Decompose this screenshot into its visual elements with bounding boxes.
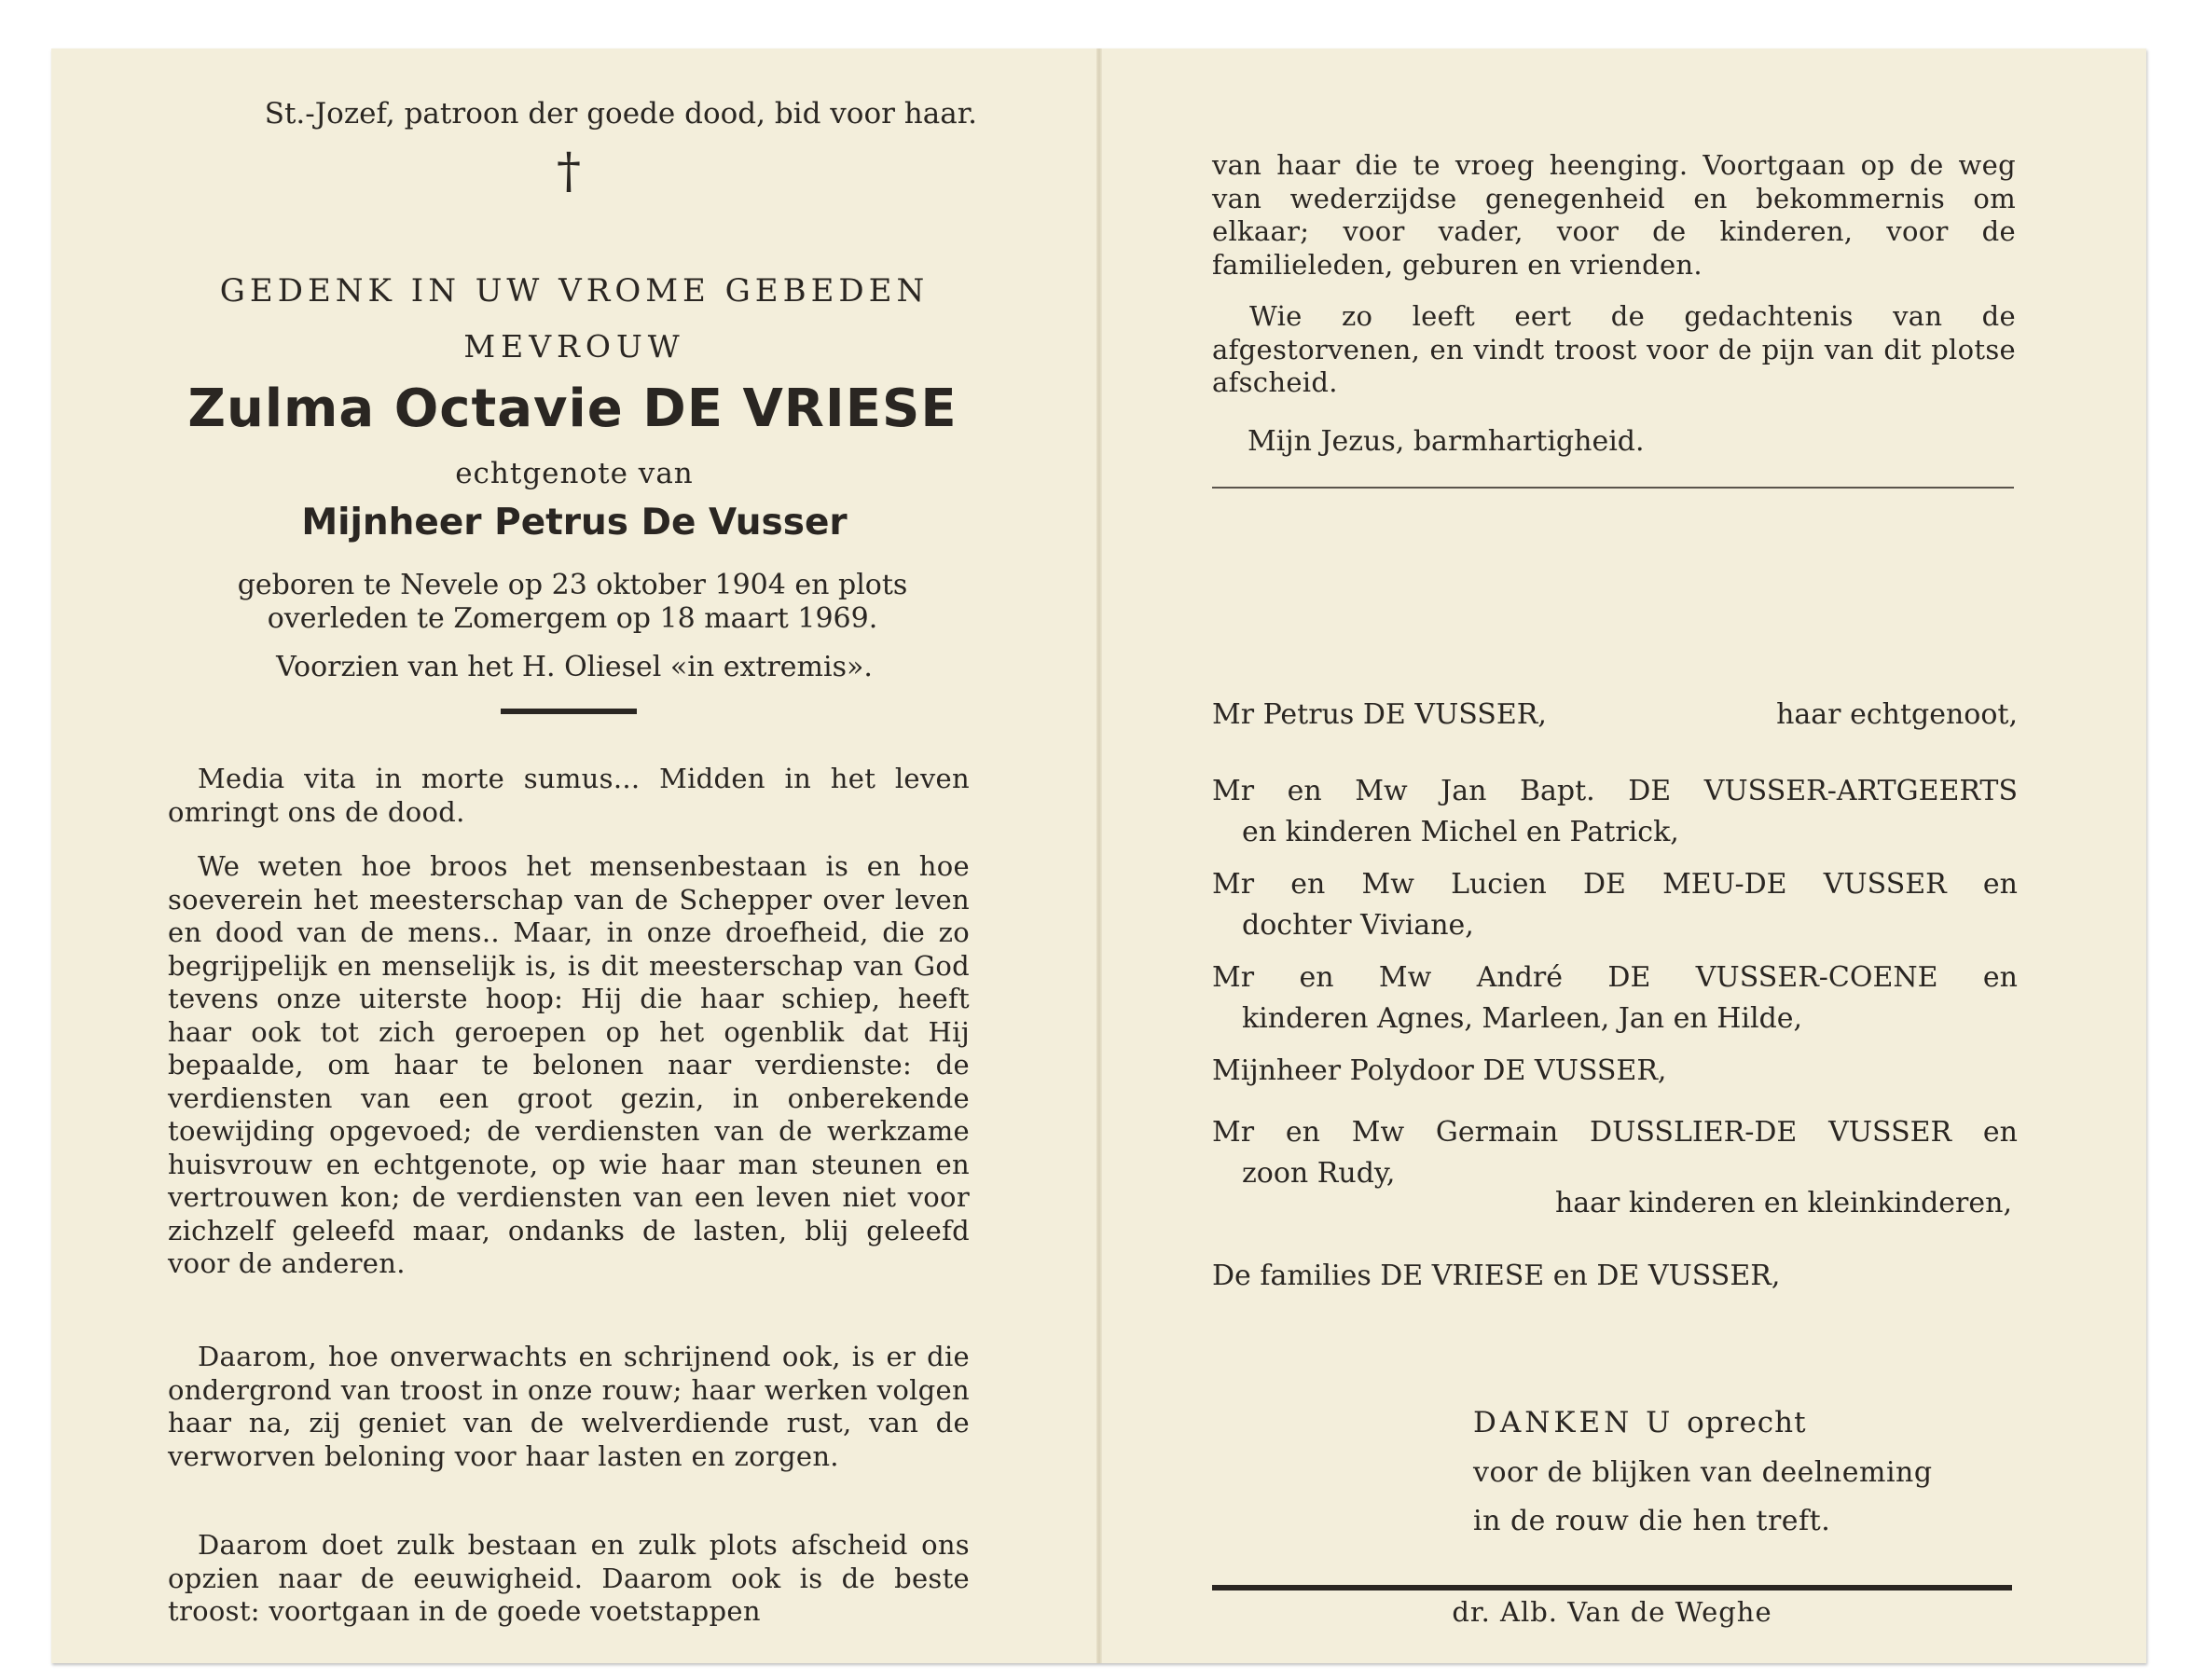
remember-heading: GEDENK IN UW VROME GEBEDEN bbox=[219, 272, 930, 310]
paragraph-text: Daarom doet zulk bestaan en zulk plots afscheid ons opzien naar de eeuwigheid. Daarom ook is de beste troost: voortgaan in de goede voetstappen bbox=[168, 1529, 970, 1627]
family-child4-line1: Mijnheer Polydoor DE VUSSER, bbox=[1212, 1054, 1667, 1087]
divider-short bbox=[501, 709, 637, 714]
paragraph-gedachtenis bbox=[1212, 300, 2016, 400]
paragraph-troost bbox=[168, 1341, 970, 1473]
family-child3-line1: Mr en Mw André DE VUSSER-COENE en bbox=[1212, 961, 2018, 994]
families-line: De families DE VRIESE en DE VUSSER, bbox=[1212, 1260, 1781, 1292]
thanks-line3: in de rouw die hen treft. bbox=[1473, 1505, 1831, 1537]
spouse-name: Mijnheer Petrus De Vusser bbox=[301, 502, 848, 544]
thanks-word: DANKEN U bbox=[1473, 1406, 1675, 1439]
divider-thin bbox=[1212, 487, 2014, 489]
children-role: haar kinderen en kleinkinderen, bbox=[1554, 1187, 2012, 1219]
family-husband bbox=[1212, 697, 2018, 733]
thanks-adverb: oprecht bbox=[1687, 1406, 1807, 1439]
family-child1-line1: Mr en Mw Jan Bapt. DE VUSSER-ARTGEERTS bbox=[1212, 775, 2018, 807]
saint-invocation: St.-Jozef, patroon der goede dood, bid voor haar. bbox=[264, 97, 977, 131]
husband-role: haar echtgenoot, bbox=[1776, 698, 2018, 731]
paragraph-text: Wie zo leeft eert de gedachtenis van de afgestorvenen, en vindt troost voor de pijn van dit plotse afscheid. bbox=[1212, 300, 2016, 398]
paragraph-eeuwigheid bbox=[168, 1529, 970, 1629]
thanks-line1 bbox=[1473, 1406, 1807, 1439]
family-child1-line2: en kinderen Michel en Patrick, bbox=[1242, 816, 1679, 848]
spouse-intro: echtgenote van bbox=[455, 457, 694, 490]
deceased-name: Zulma Octavie DE VRIESE bbox=[187, 379, 958, 439]
thanks-line2: voor de blijken van deelneming bbox=[1473, 1456, 1933, 1489]
family-child5-line2: zoon Rudy, bbox=[1242, 1157, 1396, 1190]
card-fold bbox=[1096, 48, 1102, 1663]
cross-icon: † bbox=[557, 144, 581, 200]
sacrament-line: Voorzien van het H. Oliesel «in extremis». bbox=[276, 651, 873, 683]
family-child5-line1: Mr en Mw Germain DUSSLIER-DE VUSSER en bbox=[1212, 1116, 2018, 1149]
paragraph-media-vita bbox=[168, 763, 970, 829]
family-child2-line2: dochter Viviane, bbox=[1242, 909, 1474, 942]
paragraph-voortgaan bbox=[1212, 149, 2016, 282]
paragraph-text: Media vita in morte sumus... Midden in het leven omringt ons de dood. bbox=[168, 763, 970, 828]
prayer-line: Mijn Jezus, barmhartigheid. bbox=[1248, 425, 1645, 458]
title-mevrouw: MEVROUW bbox=[463, 328, 685, 365]
paragraph-meesterschap bbox=[168, 850, 970, 1281]
birth-death-text bbox=[172, 569, 973, 636]
printer-credit: dr. Alb. Van de Weghe bbox=[1452, 1596, 1772, 1628]
birth-death-line: geboren te Nevele op 23 oktober 1904 en plots overleden te Zomergem op 18 maart 1969. bbox=[237, 569, 908, 635]
paragraph-text: Daarom, hoe onverwachts en schrijnend ook, is er die ondergrond van troost in onze rouw; haar werken volgen haar na, zij geniet van de welverdiende rust, van de verworven beloning voor haar lasten en zorgen. bbox=[168, 1341, 970, 1472]
family-child2-line1: Mr en Mw Lucien DE MEU-DE VUSSER en bbox=[1212, 868, 2018, 901]
paragraph-text: We weten hoe broos het mensenbestaan is en hoe soeverein het meesterschap van de Schepper over leven en dood van de mens.. Maar, in onze droefheid, die zo begrijpelijk en menselijk is, is dit meesterschap van God tevens onze uiterste hoop: Hij die haar schiep, heeft haar ook tot zich geroepen op het ogenblik dat Hij bepaalde, om haar te belonen naar verdienste: de verdiensten van een groot gezin, in onberekende toewijding opgevoed; de verdiensten van de werkzame huisvrouw en echtgenote, op wie haar man steunen en vertrouwen kon; de verdiensten van een leven niet voor zichzelf geleefd maar, ondanks de lasten, blij geleefd voor de anderen. bbox=[168, 850, 970, 1279]
husband-name: Mr Petrus DE VUSSER, bbox=[1212, 698, 1547, 731]
divider-thick bbox=[1212, 1585, 2012, 1590]
family-child3-line2: kinderen Agnes, Marleen, Jan en Hilde, bbox=[1242, 1002, 1803, 1035]
paragraph-text: van haar die te vroeg heenging. Voortgaan op de weg van wederzijdse genegenheid en bekommernis om elkaar; voor vader, voor de kinderen, voor de familieleden, geburen en vrienden. bbox=[1212, 149, 2016, 281]
